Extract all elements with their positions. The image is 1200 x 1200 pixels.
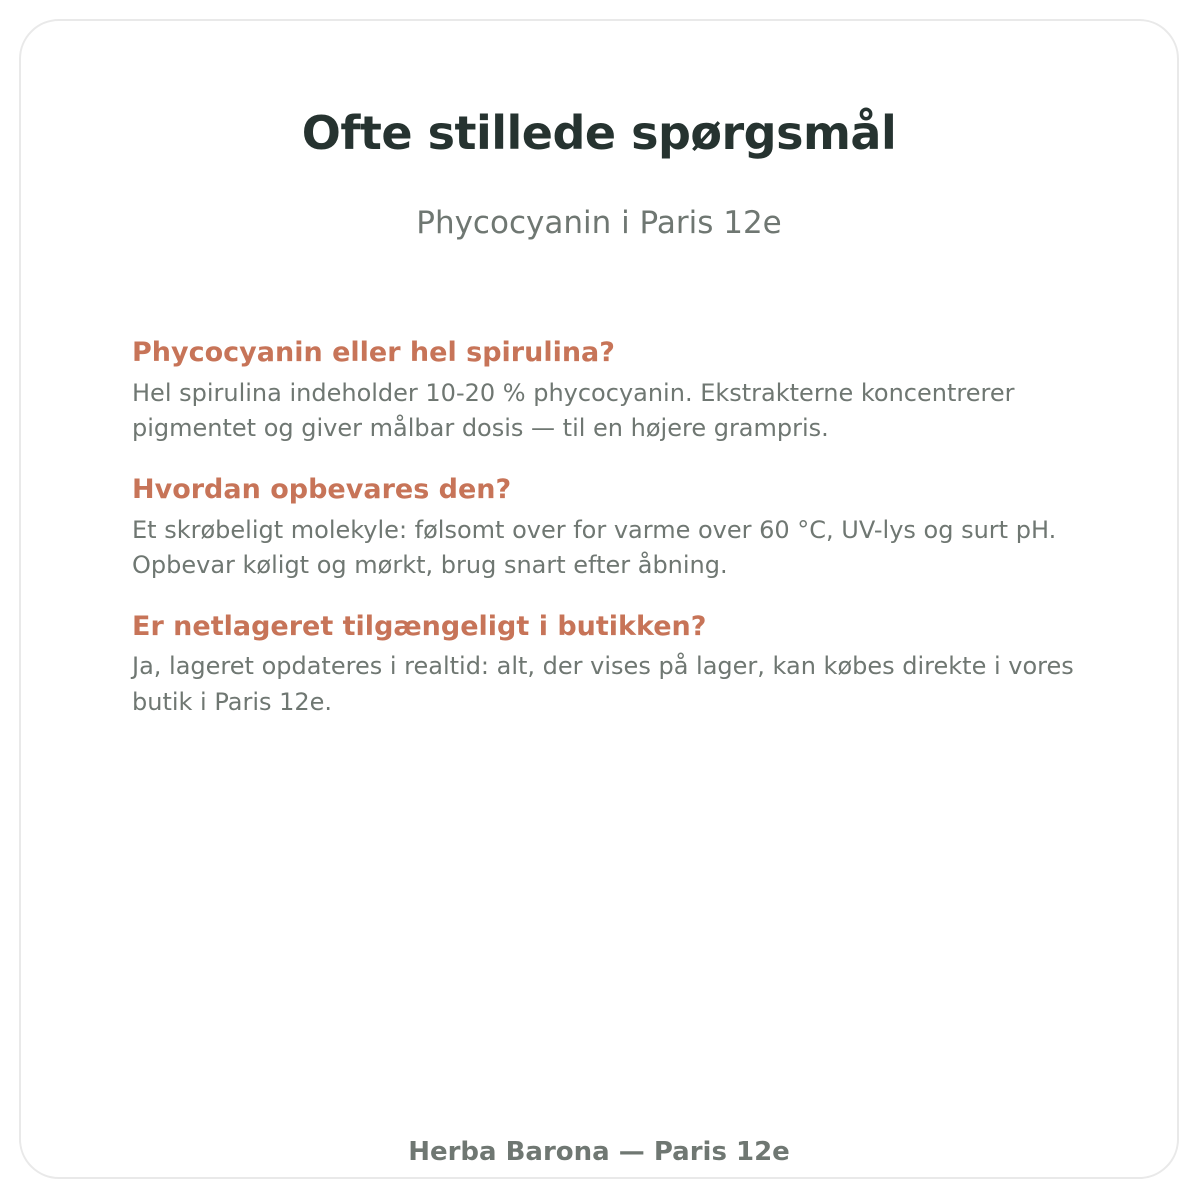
footer-brand: Herba Barona — Paris 12e [408,1137,790,1167]
faq-list [132,336,1112,746]
page-title: Ofte stillede spørgsmål [301,106,897,160]
faq-question: Er netlageret tilgængeligt i butikken? [132,610,707,642]
faq-question: Phycocyanin eller hel spirulina? [132,337,615,368]
faq-question: Hvordan opbevares den? [132,473,512,505]
faq-answer: Hel spirulina indeholder 10-20 % phycocyanin. Ekstrakterne koncentrerer pigmentet og giver målbar dosis — til en højere grampris. [132,378,1015,443]
faq-card [19,19,1179,1179]
faq-item [132,610,1112,721]
faq-answer: Et skrøbeligt molekyle: følsomt over for varme over 60 °C, UV-lys og surt pH. Opbevar køligt og mørkt, brug snart efter åbning. [132,515,1057,580]
faq-item [132,336,1112,447]
faq-answer: Ja, lageret opdateres i realtid: alt, der vises på lager, kan købes direkte i vores butik i Paris 12e. [132,652,1074,716]
faq-item [132,473,1112,584]
page-subtitle: Phycocyanin i Paris 12e [416,205,782,241]
